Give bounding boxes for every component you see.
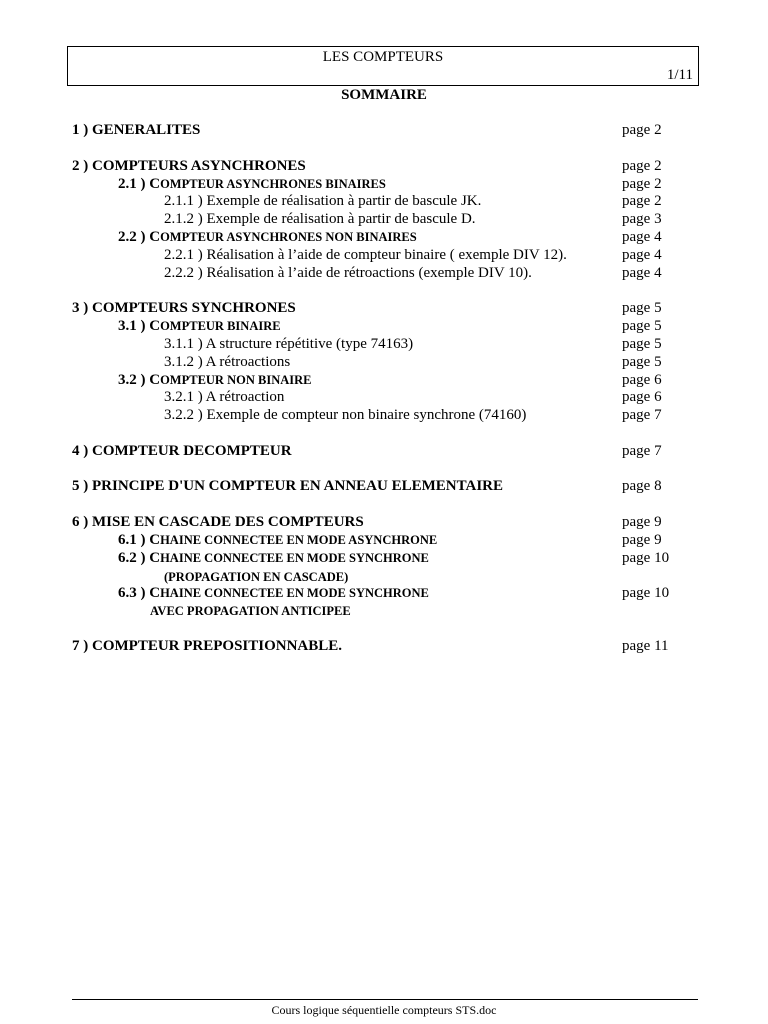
toc-entry-title: HAINE CONNECTEE EN MODE SYNCHRONE bbox=[160, 586, 429, 600]
toc-entry-title: OMPTEUR ASYNCHRONES NON BINAIRES bbox=[160, 230, 417, 244]
toc-entry-2-2-1 bbox=[0, 246, 768, 264]
sommaire-heading: SOMMAIRE bbox=[341, 87, 427, 103]
toc-entry-title: OMPTEUR ASYNCHRONES BINAIRES bbox=[160, 177, 386, 191]
toc-entry-number: 6.2 ) C bbox=[118, 550, 161, 566]
toc-entry-3-1 bbox=[0, 317, 768, 335]
toc-entry-page: page 5 bbox=[622, 336, 662, 352]
toc-entry-page: page 9 bbox=[622, 532, 662, 548]
toc-entry-compteurs-asynchrones bbox=[0, 157, 768, 175]
toc-entry-3-2-1 bbox=[0, 388, 768, 406]
toc-entry-title: OMPTEUR NON BINAIRE bbox=[160, 373, 312, 387]
toc-entry-label bbox=[118, 175, 386, 193]
toc-entry-number: 6.3 ) C bbox=[118, 585, 161, 601]
toc-entry-page: page 9 bbox=[622, 514, 662, 530]
toc-entry-2-2-2 bbox=[0, 264, 768, 282]
toc-entry-prepositionnable bbox=[0, 637, 768, 655]
toc-entry-label: 2.1.1 ) Exemple de réalisation à partir de bascule JK. bbox=[164, 193, 482, 209]
toc-entry-page: page 4 bbox=[622, 265, 662, 281]
toc-entry-3-2 bbox=[0, 371, 768, 389]
toc-entry-number: 3.2 ) C bbox=[118, 372, 161, 388]
footer-filename: Cours logique séquentielle compteurs STS.doc bbox=[271, 1003, 497, 1017]
toc-entry-2-2 bbox=[0, 228, 768, 246]
toc-entry-compteur-decompteur bbox=[0, 442, 768, 460]
toc-entry-page: page 3 bbox=[622, 211, 662, 227]
toc-entry-label: 1 ) GENERALITES bbox=[72, 122, 201, 138]
toc-entry-generalites bbox=[0, 121, 768, 139]
toc-entry-anneau bbox=[0, 477, 768, 495]
toc-entry-label: 3.2.1 ) A rétroaction bbox=[164, 389, 285, 405]
toc-entry-6-1 bbox=[0, 531, 768, 549]
toc-entry-label bbox=[118, 531, 437, 549]
toc-entry-label: 2 ) COMPTEURS ASYNCHRONES bbox=[72, 158, 306, 174]
toc-entry-label bbox=[118, 228, 417, 246]
toc-entry-label: 5 ) PRINCIPE D'UN COMPTEUR EN ANNEAU ELEMENTAIRE bbox=[72, 478, 503, 494]
toc-entry-page: page 5 bbox=[622, 354, 662, 370]
toc-entry-label: 7 ) COMPTEUR PREPOSITIONNABLE. bbox=[72, 638, 343, 654]
toc-entry-label: 2.2.1 ) Réalisation à l’aide de compteur binaire ( exemple DIV 12). bbox=[164, 247, 567, 263]
toc-entry-compteurs-synchrones bbox=[0, 299, 768, 317]
toc-entry-page: page 7 bbox=[622, 407, 662, 423]
toc-entry-label: 3.1.1 ) A structure répétitive (type 74163) bbox=[164, 336, 414, 352]
toc-entry-label: (PROPAGATION EN CASCADE) bbox=[164, 570, 349, 584]
toc-entry-label bbox=[118, 371, 311, 389]
toc-entry-page: page 2 bbox=[622, 158, 662, 174]
toc-entry-page: page 10 bbox=[622, 585, 670, 601]
toc-entry-page: page 8 bbox=[622, 478, 662, 494]
toc-entry-cascade bbox=[0, 513, 768, 531]
toc-entry-label: 3.2.2 ) Exemple de compteur non binaire synchrone (74160) bbox=[164, 407, 527, 423]
toc-entry-label: 2.2.2 ) Réalisation à l’aide de rétroactions (exemple DIV 10). bbox=[164, 265, 532, 281]
toc-entry-number: 3.1 ) C bbox=[118, 318, 161, 334]
toc-entry-page: page 11 bbox=[622, 638, 669, 654]
toc-entry-page: page 4 bbox=[622, 247, 662, 263]
toc-entry-6-2 bbox=[0, 549, 768, 567]
toc-entry-label: 3 ) COMPTEURS SYNCHRONES bbox=[72, 300, 296, 316]
toc-entry-page: page 2 bbox=[622, 122, 662, 138]
toc-entry-label: AVEC PROPAGATION ANTICIPEE bbox=[150, 604, 351, 618]
toc-entry-page: page 6 bbox=[622, 372, 662, 388]
toc-entry-number: 2.2 ) C bbox=[118, 229, 161, 245]
toc-entry-3-2-2 bbox=[0, 406, 768, 424]
toc-entry-label: 2.1.2 ) Exemple de réalisation à partir de bascule D. bbox=[164, 211, 476, 227]
toc-entry-3-1-2 bbox=[0, 353, 768, 371]
toc-entry-page: page 10 bbox=[622, 550, 670, 566]
toc-entry-label: 3.1.2 ) A rétroactions bbox=[164, 354, 291, 370]
toc-entry-2-1-1 bbox=[0, 192, 768, 210]
toc-entry-label bbox=[118, 317, 281, 335]
toc-entry-page: page 2 bbox=[622, 176, 662, 192]
toc-entry-2-1 bbox=[0, 175, 768, 193]
toc-entry-title: HAINE CONNECTEE EN MODE SYNCHRONE bbox=[160, 551, 429, 565]
toc-entry-6-3 bbox=[0, 584, 768, 602]
toc-entry-page: page 5 bbox=[622, 318, 662, 334]
toc-entry-label: 4 ) COMPTEUR DECOMPTEUR bbox=[72, 443, 292, 459]
toc-entry-label bbox=[118, 584, 429, 602]
toc-entry-6-3-continuation bbox=[0, 602, 768, 620]
toc-entry-title: HAINE CONNECTEE EN MODE ASYNCHRONE bbox=[160, 533, 438, 547]
toc-entry-page: page 2 bbox=[622, 193, 662, 209]
page-number: 1/11 bbox=[666, 67, 693, 83]
toc-entry-label bbox=[118, 549, 429, 567]
toc-entry-2-1-2 bbox=[0, 210, 768, 228]
footer-divider bbox=[72, 999, 698, 1000]
toc-entry-number: 2.1 ) C bbox=[118, 176, 161, 192]
toc-entry-number: 6.1 ) C bbox=[118, 532, 161, 548]
toc-entry-label: 6 ) MISE EN CASCADE DES COMPTEURS bbox=[72, 514, 364, 530]
toc-entry-page: page 6 bbox=[622, 389, 662, 405]
toc-entry-3-1-1 bbox=[0, 335, 768, 353]
toc-entry-page: page 5 bbox=[622, 300, 662, 316]
toc-entry-page: page 4 bbox=[622, 229, 662, 245]
document-title: LES COMPTEURS bbox=[322, 49, 444, 65]
toc-entry-page: page 7 bbox=[622, 443, 662, 459]
toc-entry-title: OMPTEUR BINAIRE bbox=[160, 319, 281, 333]
